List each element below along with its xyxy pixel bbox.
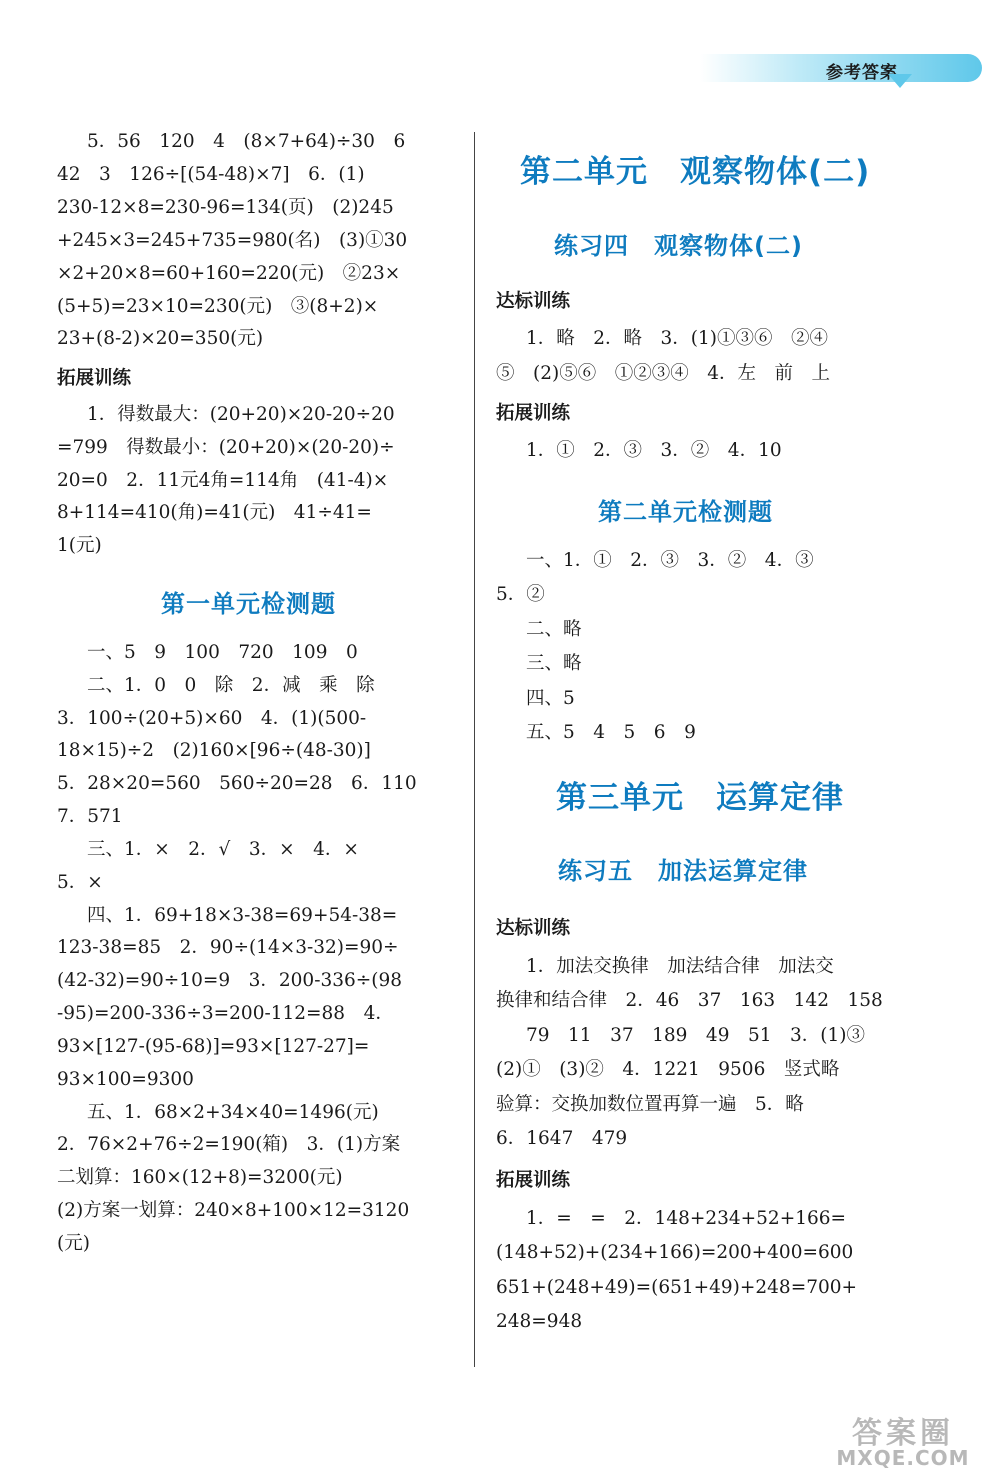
- subheading-extension-training: 拓展训练: [496, 403, 571, 424]
- answer-line: 2．76×2+76÷2=190(箱) 3．(1)方案: [57, 1134, 401, 1155]
- answer-line: 651+(248+49)=(651+49)+248=700+: [496, 1277, 858, 1298]
- answer-line: ⑤ (2)⑤⑥ ①②③④ 4．左 前 上: [496, 363, 830, 384]
- answer-line: 6．1647 479: [496, 1128, 628, 1149]
- answer-line: (元): [57, 1233, 90, 1254]
- answer-line: 三、略: [526, 653, 582, 674]
- subheading-extension-training: 拓展训练: [496, 1170, 571, 1191]
- header-label: 参考答案: [826, 63, 898, 83]
- answer-line: 93×[127-(95-68)]=93×[127-27]=: [57, 1036, 370, 1057]
- answer-line: 42 3 126÷[(54-48)×7] 6．(1): [57, 164, 365, 185]
- unit-heading-operation-laws: 第三单元 运算定律: [556, 780, 844, 816]
- answer-line: 一、1．① 2．③ 3．② 4．③: [526, 550, 814, 571]
- header-hook-decoration: [888, 74, 912, 88]
- answer-line: (2)方案一划算：240×8+100×12=3120: [57, 1200, 410, 1221]
- answer-line: (148+52)+(234+166)=200+400=600: [496, 1242, 854, 1263]
- answer-line: 三、1．× 2．√ 3．× 4．×: [87, 839, 359, 860]
- answer-line: (2)① (3)② 4．1221 9506 竖式略: [496, 1059, 840, 1080]
- answer-line: 二划算：160×(12+8)=3200(元): [57, 1167, 343, 1188]
- answer-line: ×2+20×8=60+160=220(元) ②23×: [57, 263, 401, 284]
- answer-line: 7．571: [57, 806, 123, 827]
- answer-line: 二、1．0 0 除 2．减 乘 除: [87, 675, 375, 696]
- answer-line: 5．×: [57, 872, 103, 893]
- answer-line: -95)=200-336÷3=200-112=88 4．: [57, 1003, 394, 1024]
- answer-line: 二、略: [526, 619, 582, 640]
- answer-line: 1．加法交换律 加法结合律 加法交: [526, 956, 834, 977]
- answer-line: 四、1．69+18×3-38=69+54-38=: [87, 905, 398, 926]
- answer-line: 18×15)÷2 (2)160×[96÷(48-30)]: [57, 740, 371, 761]
- answer-line: 230-12×8=230-96=134(页) (2)245: [57, 197, 394, 218]
- answer-line: (5+5)=23×10=230(元) ③(8+2)×: [57, 296, 379, 317]
- answer-line: 换律和结合律 2．46 37 163 142 158: [496, 990, 883, 1011]
- answer-line: 1(元): [57, 535, 102, 556]
- answer-line: 5．②: [496, 584, 545, 605]
- answer-line: 93×100=9300: [57, 1069, 194, 1090]
- answer-line: 123-38=85 2．90÷(14×3-32)=90÷: [57, 937, 399, 958]
- answer-line: +245×3=245+735=980(名) (3)①30: [57, 230, 408, 251]
- answer-line: 248=948: [496, 1311, 583, 1332]
- watermark-logo: [818, 1408, 988, 1472]
- answer-line: 1．略 2．略 3．(1)①③⑥ ②④: [526, 328, 829, 349]
- section-heading-unit2-test: 第二单元检测题: [598, 498, 773, 526]
- answer-line: =799 得数最小：(20+20)×(20-20)÷: [57, 437, 395, 458]
- subheading-standard-training: 达标训练: [496, 291, 571, 312]
- answer-line: 四、5: [526, 688, 575, 709]
- answer-line: 8+114=410(角)=41(元) 41÷41=: [57, 502, 372, 523]
- watermark-title: 答案圈: [852, 1416, 954, 1451]
- answer-line: 5．28×20=560 560÷20=28 6．110: [57, 773, 417, 794]
- watermark-site: MXQE.COM: [836, 1446, 970, 1470]
- answer-line: 3．100÷(20+5)×60 4．(1)(500-: [57, 708, 367, 729]
- answer-line: 79 11 37 189 49 51 3．(1)③: [526, 1025, 865, 1046]
- answer-line: 20=0 2．11元4角=114角 (41-4)×: [57, 470, 389, 491]
- answer-line: (42-32)=90÷10=9 3．200-336÷(98: [57, 970, 403, 991]
- exercise-heading-practice5: 练习五 加法运算定律: [558, 857, 808, 885]
- answer-line: 验算：交换加数位置再算一遍 5．略: [496, 1094, 804, 1115]
- answer-line: 1．= = 2．148+234+52+166=: [526, 1208, 847, 1229]
- answer-line: 1．① 2．③ 3．② 4．10: [526, 440, 782, 461]
- answer-line: 五、5 4 5 6 9: [526, 722, 696, 743]
- exercise-heading-practice4: 练习四 观察物体(二): [554, 232, 803, 260]
- unit-heading-observe-objects: 第二单元 观察物体(二): [520, 154, 871, 190]
- answer-line: 5．56 120 4 (8×7+64)÷30 6: [87, 131, 406, 152]
- answer-line: 1．得数最大：(20+20)×20-20÷20: [87, 404, 395, 425]
- header-tab: [700, 54, 982, 82]
- subheading-extension-training: 拓展训练: [57, 368, 132, 389]
- answer-line: 一、5 9 100 720 109 0: [87, 642, 358, 663]
- section-heading-unit1-test: 第一单元检测题: [161, 590, 336, 618]
- answer-line: 五、1．68×2+34×40=1496(元): [87, 1102, 379, 1123]
- subheading-standard-training: 达标训练: [496, 918, 571, 939]
- column-divider: [474, 132, 475, 1367]
- answer-line: 23+(8-2)×20=350(元): [57, 328, 264, 349]
